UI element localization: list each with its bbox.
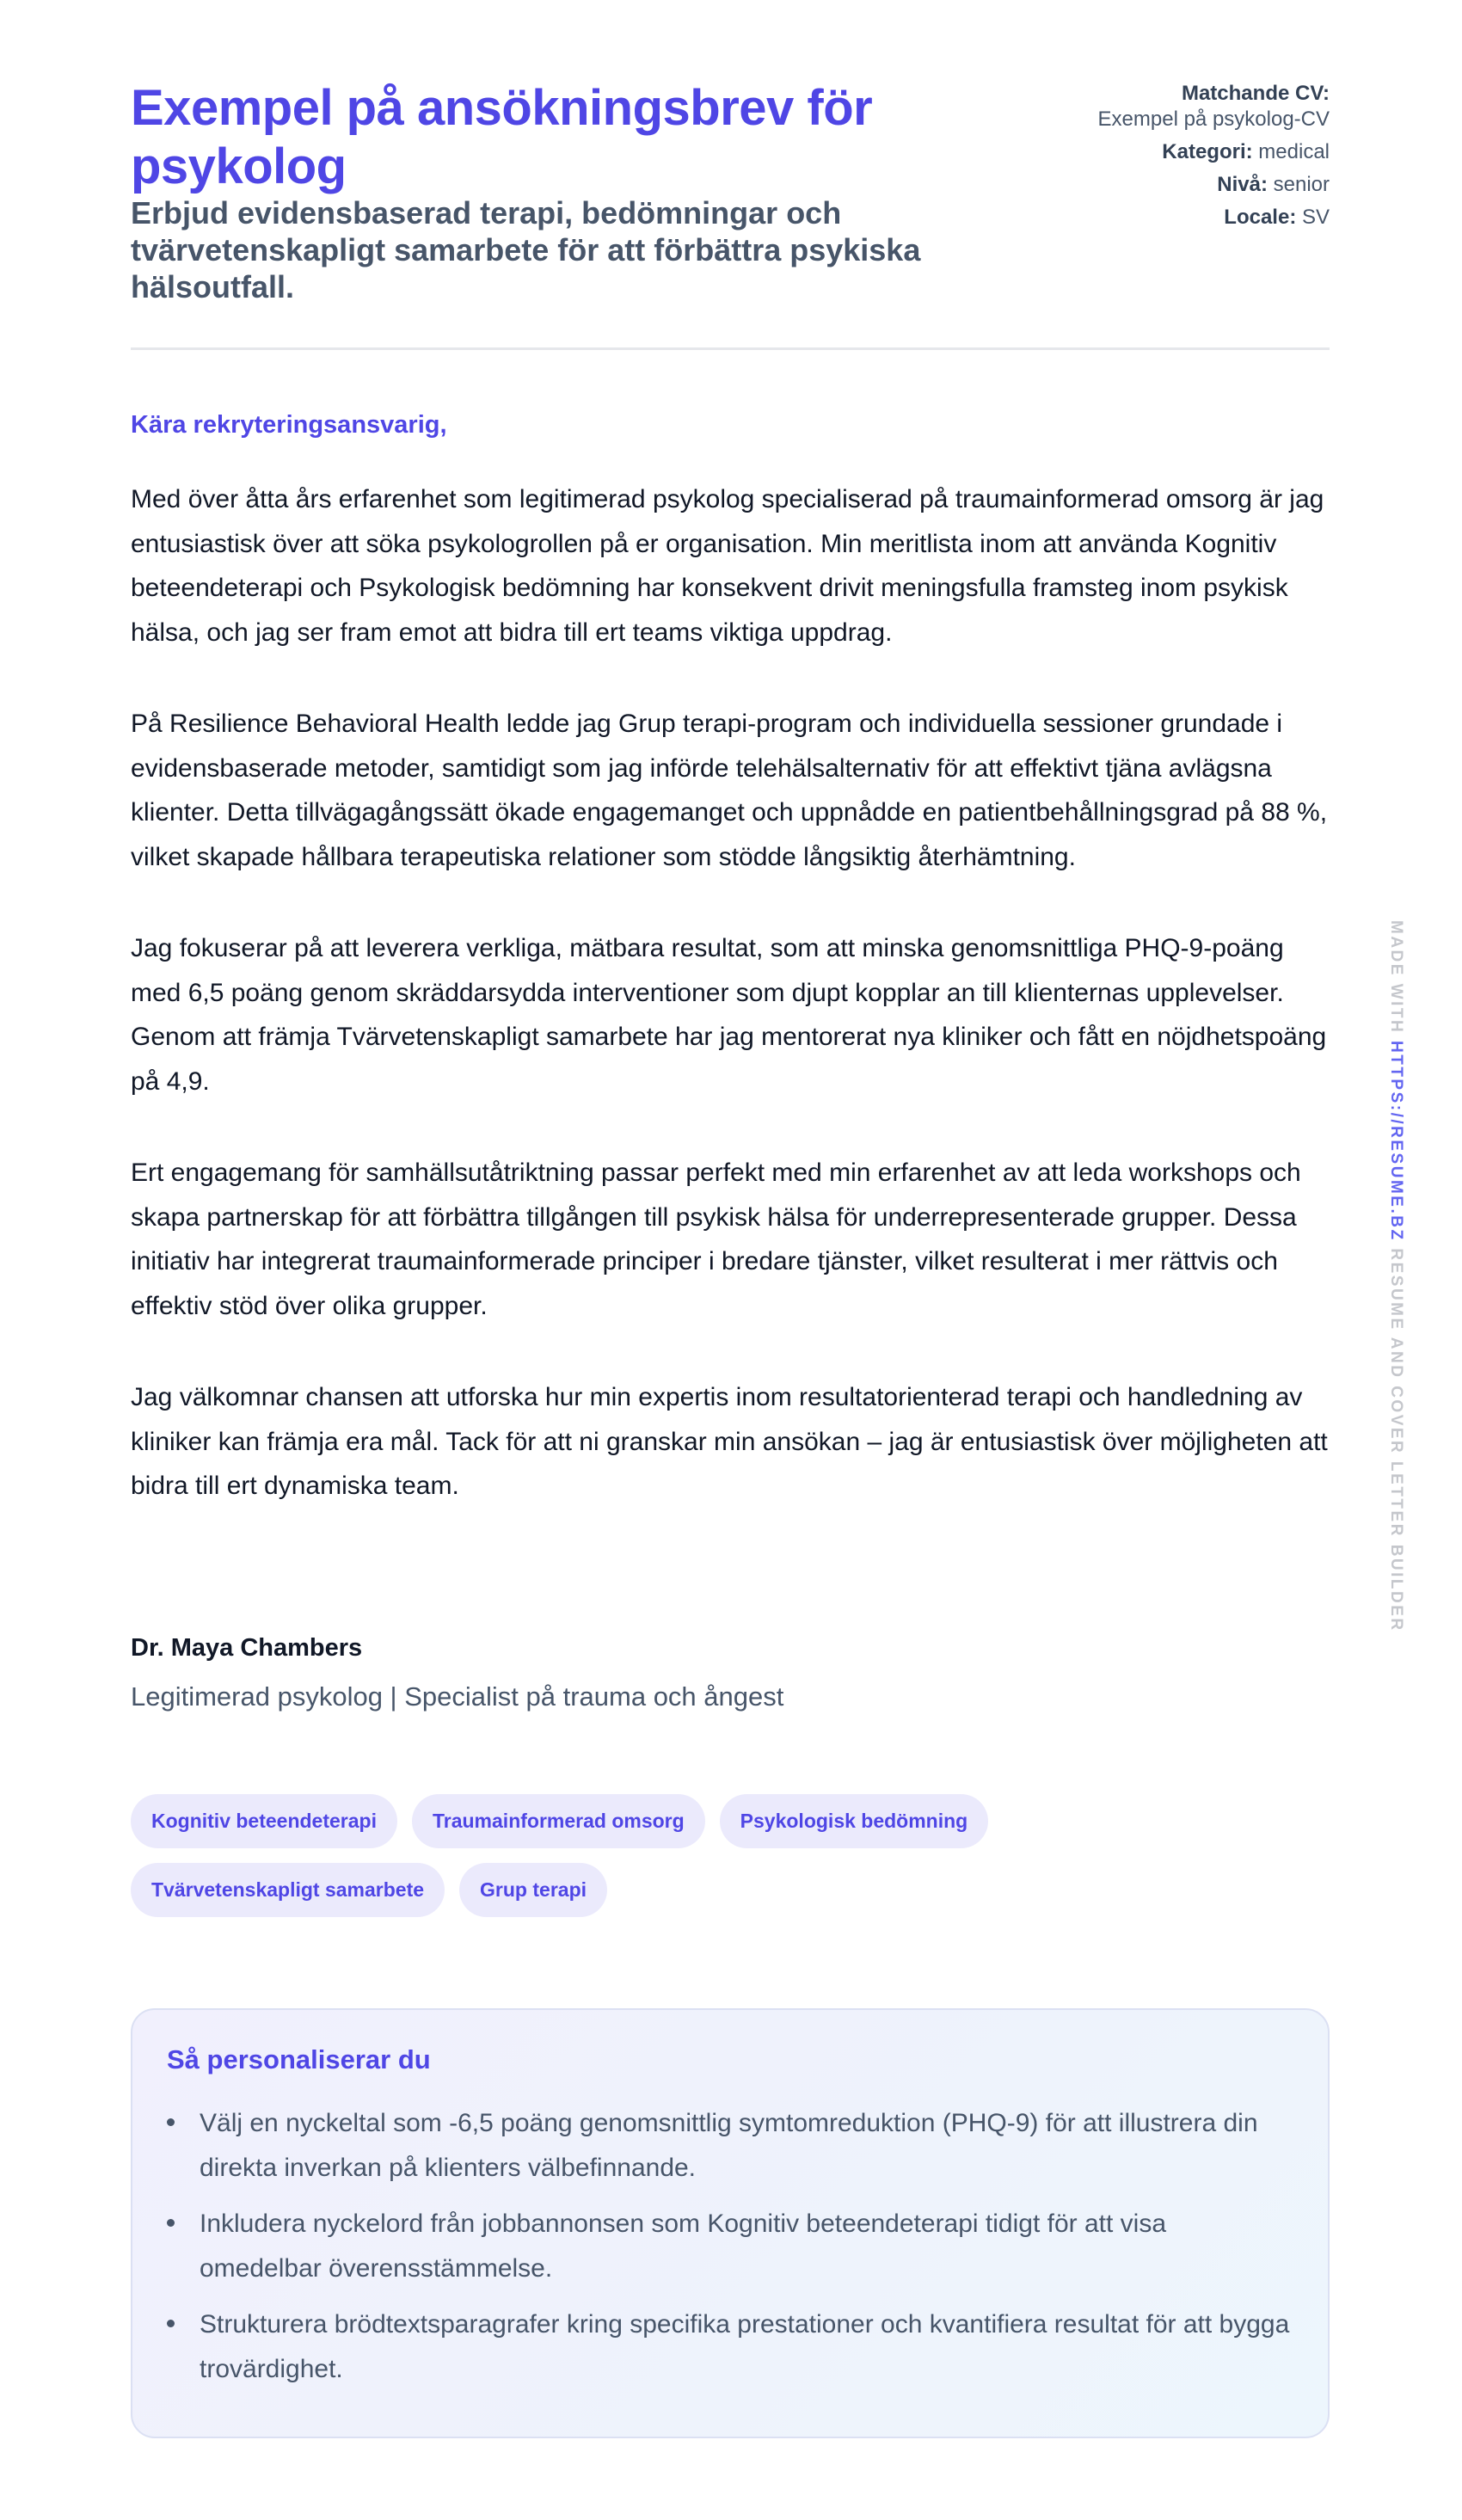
meta-matching-cv-link[interactable]: Exempel på psykolog-CV (1097, 108, 1330, 131)
tips-item (200, 2202, 1293, 2290)
letter-greeting: Kära rekryteringsansvarig, (131, 411, 447, 439)
meta-matching-cv (1072, 81, 1330, 132)
meta-category (1072, 139, 1330, 165)
watermark-link[interactable]: HTTPS://RESUME.BZ (1387, 1041, 1405, 1242)
personalization-tips (131, 2008, 1330, 2438)
meta-category-value: medical (1258, 140, 1330, 163)
watermark-suffix: RESUME AND COVER LETTER BUILDER (1387, 1248, 1405, 1632)
meta-level-value: senior (1273, 173, 1330, 196)
letter-body (131, 477, 1335, 1556)
page-title: Exempel på ansökningsbrev för psykolog (131, 80, 873, 194)
skill-tag: Tvärvetenskapligt samarbete (131, 1863, 445, 1917)
meta-matching-cv-label: Matchande CV: (1181, 82, 1330, 105)
letter-paragraph: På Resilience Behavioral Health ledde jag Grup terapi-program och individuella sessioner grundade i evidensbaserade metoder, samtidigt som jag införde telehälsalternativ för att effektivt tjäna avlägsna klienter. Detta tillvägagångssätt ökade engagemanget och uppnådde en patientbehållningsgrad på 88 %, vilket skapade hållbara terapeutiska relationer som stödde långsiktig återhämtning. (131, 710, 1328, 871)
meta-level (1072, 172, 1330, 198)
skill-tag: Grup terapi (459, 1863, 607, 1917)
tips-item-text: Inkludera nyckelord från jobbannonsen som Kognitiv beteendeterapi tidigt för att visa omedelbar överensstämmelse. (200, 2210, 1167, 2283)
letter-paragraph: Jag välkomnar chansen att utforska hur min expertis inom resultatorienterad terapi och handledning av kliniker kan främja era mål. Tack för att ni granskar min ansökan – jag är entusiastisk över möjligheten att bidra till ert dynamiska team. (131, 1383, 1328, 1500)
tips-item-text: Välj en nyckeltal som -6,5 poäng genomsnittlig symtomreduktion (PHQ-9) för att illustrera din direkta inverkan på klienters välbefinnande. (200, 2109, 1258, 2182)
watermark (1386, 920, 1405, 1632)
meta-level-label: Nivå: (1217, 173, 1268, 196)
tips-item (200, 2101, 1293, 2190)
cover-letter-page (131, 0, 1330, 2383)
tips-list (167, 2101, 1293, 2391)
skill-tags (131, 1794, 1077, 1917)
letter-paragraph: Ert engagemang för samhällsutåtriktning passar perfekt med min erfarenhet av att leda workshops och skapa partnerskap för att förbättra tillgången till psykisk hälsa för underrepresenterade grupper. Dessa initiativ har integrerat traumainformerade principer i bredare tjänster, vilket resulterat i mer rättvis och effektiv stöd över olika grupper. (131, 1159, 1301, 1320)
tips-item-text: Strukturera brödtextsparagrafer kring specifika prestationer och kvantifiera resultat för att bygga trovärdighet. (200, 2310, 1290, 2383)
page-subtitle: Erbjud evidensbaserad terapi, bedömningar och tvärvetenskapligt samarbete för att förbättra psykiska hälsoutfall. (131, 195, 921, 304)
skill-tag: Traumainformerad omsorg (412, 1794, 705, 1848)
meta-category-label: Kategori: (1162, 140, 1253, 163)
meta-locale-value: SV (1301, 206, 1330, 229)
meta-locale (1072, 205, 1330, 230)
letter-paragraph: Med över åtta års erfarenhet som legitimerad psykolog specialiserad på traumainformerad omsorg är jag entusiastisk över att söka psykologrollen på er organisation. Min meritlista inom att använda Kognitiv beteendeterapi och Psykologisk bedömning har konsekvent drivit meningsfulla framsteg inom psykisk hälsa, och jag ser fram emot att bidra till ert teams viktiga uppdrag. (131, 485, 1324, 647)
watermark-prefix: MADE WITH (1387, 920, 1405, 1035)
bullet-icon (167, 2118, 175, 2126)
meta-info (1072, 81, 1330, 237)
tips-item (200, 2302, 1293, 2391)
letter-paragraph: Jag fokuserar på att leverera verkliga, mätbara resultat, som att minska genomsnittliga PHQ-9-poäng med 6,5 poäng genom skräddarsydda interventioner som djupt kopplar an till klienternas upplevelser. Genom att främja Tvärvetenskapligt samarbete har jag mentorerat nya kliniker och fått en nöjdhetspoäng på 4,9. (131, 934, 1327, 1096)
tips-title: Så personaliserar du (167, 2044, 431, 2074)
signature-title: Legitimerad psykolog | Specialist på trauma och ångest (131, 1681, 784, 1712)
signature-name: Dr. Maya Chambers (131, 1634, 363, 1662)
bullet-icon (167, 2219, 175, 2227)
page-header (131, 0, 1330, 350)
bullet-icon (167, 2320, 175, 2327)
skill-tag: Kognitiv beteendeterapi (131, 1794, 397, 1848)
skill-tag: Psykologisk bedömning (720, 1794, 989, 1848)
meta-locale-label: Locale: (1224, 206, 1297, 229)
